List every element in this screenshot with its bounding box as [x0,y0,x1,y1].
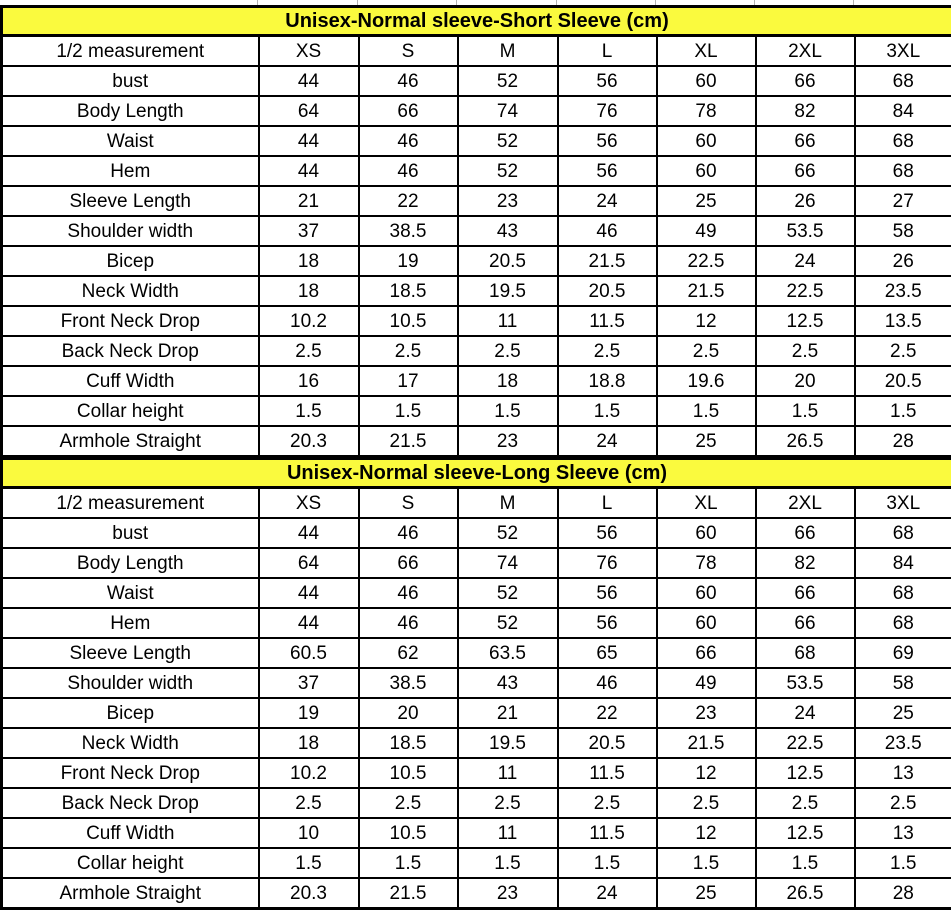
cell: 22.5 [657,246,756,276]
cell: 68 [855,126,951,156]
size-column-header: XS [259,36,359,67]
cell: 10.5 [359,818,458,848]
cell: 18 [259,246,359,276]
cell: 2.5 [855,788,951,818]
cell: 26.5 [756,878,855,909]
table-row [2,306,951,336]
cell: 21.5 [359,426,458,457]
cell: 10.5 [359,758,458,788]
cell: 23 [458,186,558,216]
size-column-header: XS [259,488,359,519]
cell: 53.5 [756,668,855,698]
cell: 12 [657,818,756,848]
cell: 46 [359,608,458,638]
row-label: Armhole Straight [2,426,259,457]
row-label: Collar height [2,396,259,426]
cell: 43 [458,668,558,698]
table-row [2,668,951,698]
size-column-header: M [458,36,558,67]
cell: 19 [359,246,458,276]
cell: 21.5 [657,728,756,758]
cell: 18 [259,728,359,758]
cell: 12 [657,306,756,336]
cell: 78 [657,96,756,126]
cell: 2.5 [359,336,458,366]
column-gridline [456,0,457,5]
cell: 2.5 [657,336,756,366]
cell: 20.5 [558,728,657,758]
cell: 2.5 [359,788,458,818]
cell: 84 [855,96,951,126]
cell: 52 [458,578,558,608]
cell: 60 [657,578,756,608]
cell: 20.3 [259,426,359,457]
size-column-header: XL [657,36,756,67]
table-row [2,66,951,96]
cell: 2.5 [756,788,855,818]
cell: 11 [458,818,558,848]
section-title-row [2,459,951,488]
table-row [2,728,951,758]
row-label: Front Neck Drop [2,306,259,336]
size-column-header: 3XL [855,488,951,519]
cell: 21.5 [657,276,756,306]
cell: 20.5 [855,366,951,396]
cell: 25 [657,186,756,216]
row-label: Hem [2,608,259,638]
cell: 68 [756,638,855,668]
cell: 19.5 [458,728,558,758]
table-row [2,548,951,578]
cell: 66 [756,518,855,548]
row-label: Cuff Width [2,366,259,396]
row-label: Neck Width [2,728,259,758]
cell: 44 [259,578,359,608]
section-title-row [2,7,951,36]
cell: 23 [657,698,756,728]
measurement-header: 1/2 measurement [2,488,259,519]
cell: 13 [855,818,951,848]
size-column-header: 2XL [756,36,855,67]
row-label: Armhole Straight [2,878,259,909]
table-row [2,578,951,608]
cell: 60 [657,66,756,96]
cell: 21.5 [359,878,458,909]
table-row [2,848,951,878]
cell: 1.5 [855,396,951,426]
cell: 19 [259,698,359,728]
table-row [2,336,951,366]
row-label: Back Neck Drop [2,336,259,366]
table-row [2,246,951,276]
cell: 11 [458,306,558,336]
spreadsheet-top-strip [0,0,951,5]
cell: 60 [657,518,756,548]
cell: 49 [657,216,756,246]
cell: 68 [855,156,951,186]
cell: 1.5 [855,848,951,878]
cell: 1.5 [259,848,359,878]
row-label: Sleeve Length [2,638,259,668]
column-gridline [655,0,656,5]
cell: 66 [359,96,458,126]
cell: 52 [458,608,558,638]
cell: 24 [558,878,657,909]
row-label: Hem [2,156,259,186]
cell: 2.5 [558,788,657,818]
cell: 11.5 [558,758,657,788]
column-gridline [853,0,854,5]
cell: 82 [756,548,855,578]
cell: 21 [458,698,558,728]
cell: 46 [359,156,458,186]
cell: 1.5 [458,396,558,426]
cell: 24 [756,698,855,728]
cell: 16 [259,366,359,396]
cell: 19.5 [458,276,558,306]
column-gridline [357,0,358,5]
table-row [2,818,951,848]
row-label: Collar height [2,848,259,878]
cell: 26 [756,186,855,216]
cell: 58 [855,216,951,246]
cell: 2.5 [756,336,855,366]
cell: 18.5 [359,728,458,758]
cell: 82 [756,96,855,126]
cell: 25 [657,878,756,909]
row-label: Back Neck Drop [2,788,259,818]
cell: 52 [458,156,558,186]
row-label: Waist [2,126,259,156]
row-label: bust [2,66,259,96]
size-column-header: S [359,488,458,519]
table-row [2,878,951,909]
cell: 66 [756,126,855,156]
size-column-header: XL [657,488,756,519]
cell: 10.2 [259,758,359,788]
row-label: Body Length [2,96,259,126]
cell: 66 [756,608,855,638]
cell: 66 [359,548,458,578]
cell: 2.5 [855,336,951,366]
cell: 1.5 [558,396,657,426]
cell: 46 [359,66,458,96]
cell: 10 [259,818,359,848]
cell: 60 [657,608,756,638]
section-title: Unisex-Normal sleeve-Short Sleeve (cm) [2,7,951,36]
row-label: Bicep [2,246,259,276]
cell: 22 [558,698,657,728]
cell: 12.5 [756,758,855,788]
cell: 68 [855,578,951,608]
cell: 2.5 [458,336,558,366]
cell: 22.5 [756,728,855,758]
table-row [2,518,951,548]
cell: 84 [855,548,951,578]
cell: 66 [756,156,855,186]
cell: 56 [558,66,657,96]
cell: 1.5 [756,396,855,426]
cell: 12 [657,758,756,788]
table-row [2,126,951,156]
cell: 49 [657,668,756,698]
cell: 28 [855,426,951,457]
cell: 56 [558,608,657,638]
cell: 60 [657,126,756,156]
cell: 12.5 [756,306,855,336]
size-table-short-sleeve [0,5,951,458]
cell: 2.5 [259,336,359,366]
row-label: Shoulder width [2,216,259,246]
table-row [2,96,951,126]
row-label: Cuff Width [2,818,259,848]
cell: 1.5 [458,848,558,878]
cell: 24 [558,426,657,457]
cell: 56 [558,518,657,548]
cell: 68 [855,66,951,96]
cell: 68 [855,608,951,638]
column-gridline [257,0,258,5]
cell: 56 [558,126,657,156]
row-label: Front Neck Drop [2,758,259,788]
cell: 11.5 [558,306,657,336]
cell: 1.5 [657,396,756,426]
cell: 52 [458,518,558,548]
cell: 20.5 [458,246,558,276]
cell: 12.5 [756,818,855,848]
cell: 13 [855,758,951,788]
cell: 66 [657,638,756,668]
cell: 53.5 [756,216,855,246]
cell: 18 [458,366,558,396]
cell: 44 [259,608,359,638]
cell: 68 [855,518,951,548]
cell: 1.5 [558,848,657,878]
table-row [2,608,951,638]
cell: 13.5 [855,306,951,336]
cell: 1.5 [359,396,458,426]
cell: 10.2 [259,306,359,336]
cell: 63.5 [458,638,558,668]
cell: 27 [855,186,951,216]
column-gridline [556,0,557,5]
header-row [2,488,951,519]
cell: 20 [359,698,458,728]
cell: 56 [558,156,657,186]
cell: 21.5 [558,246,657,276]
table-row [2,156,951,186]
cell: 62 [359,638,458,668]
cell: 60 [657,156,756,186]
column-gridline [754,0,755,5]
cell: 24 [558,186,657,216]
cell: 52 [458,66,558,96]
cell: 24 [756,246,855,276]
table-row [2,758,951,788]
table-row [2,698,951,728]
size-column-header: 3XL [855,36,951,67]
section-title: Unisex-Normal sleeve-Long Sleeve (cm) [2,459,951,488]
cell: 2.5 [259,788,359,818]
cell: 69 [855,638,951,668]
table-row [2,216,951,246]
cell: 65 [558,638,657,668]
header-row [2,36,951,67]
cell: 46 [359,126,458,156]
cell: 1.5 [259,396,359,426]
cell: 37 [259,668,359,698]
row-label: Body Length [2,548,259,578]
cell: 60.5 [259,638,359,668]
cell: 46 [558,216,657,246]
cell: 18.5 [359,276,458,306]
cell: 64 [259,548,359,578]
cell: 23 [458,426,558,457]
cell: 11 [458,758,558,788]
cell: 17 [359,366,458,396]
row-label: Sleeve Length [2,186,259,216]
cell: 20.3 [259,878,359,909]
row-label: Neck Width [2,276,259,306]
cell: 43 [458,216,558,246]
size-column-header: L [558,488,657,519]
cell: 1.5 [359,848,458,878]
table-row [2,186,951,216]
cell: 44 [259,156,359,186]
cell: 1.5 [657,848,756,878]
size-column-header: S [359,36,458,67]
cell: 25 [657,426,756,457]
cell: 2.5 [657,788,756,818]
cell: 56 [558,578,657,608]
cell: 26 [855,246,951,276]
cell: 23.5 [855,276,951,306]
row-label: Bicep [2,698,259,728]
cell: 38.5 [359,668,458,698]
cell: 2.5 [458,788,558,818]
cell: 23 [458,878,558,909]
cell: 52 [458,126,558,156]
cell: 46 [359,578,458,608]
cell: 10.5 [359,306,458,336]
cell: 66 [756,66,855,96]
cell: 58 [855,668,951,698]
size-column-header: 2XL [756,488,855,519]
cell: 76 [558,96,657,126]
row-label: bust [2,518,259,548]
row-label: Shoulder width [2,668,259,698]
cell: 46 [359,518,458,548]
cell: 22.5 [756,276,855,306]
cell: 19.6 [657,366,756,396]
table-row [2,426,951,457]
cell: 23.5 [855,728,951,758]
cell: 18.8 [558,366,657,396]
cell: 21 [259,186,359,216]
cell: 76 [558,548,657,578]
cell: 44 [259,518,359,548]
cell: 28 [855,878,951,909]
row-label: Waist [2,578,259,608]
size-column-header: M [458,488,558,519]
cell: 18 [259,276,359,306]
cell: 37 [259,216,359,246]
cell: 1.5 [756,848,855,878]
table-row [2,638,951,668]
cell: 26.5 [756,426,855,457]
cell: 78 [657,548,756,578]
cell: 74 [458,548,558,578]
cell: 2.5 [558,336,657,366]
cell: 20 [756,366,855,396]
table-row [2,366,951,396]
cell: 25 [855,698,951,728]
table-row [2,788,951,818]
cell: 44 [259,66,359,96]
table-row [2,276,951,306]
size-column-header: L [558,36,657,67]
table-row [2,396,951,426]
cell: 38.5 [359,216,458,246]
cell: 20.5 [558,276,657,306]
cell: 11.5 [558,818,657,848]
cell: 64 [259,96,359,126]
cell: 46 [558,668,657,698]
cell: 44 [259,126,359,156]
measurement-header: 1/2 measurement [2,36,259,67]
cell: 66 [756,578,855,608]
cell: 22 [359,186,458,216]
size-table-long-sleeve [0,457,951,910]
cell: 74 [458,96,558,126]
